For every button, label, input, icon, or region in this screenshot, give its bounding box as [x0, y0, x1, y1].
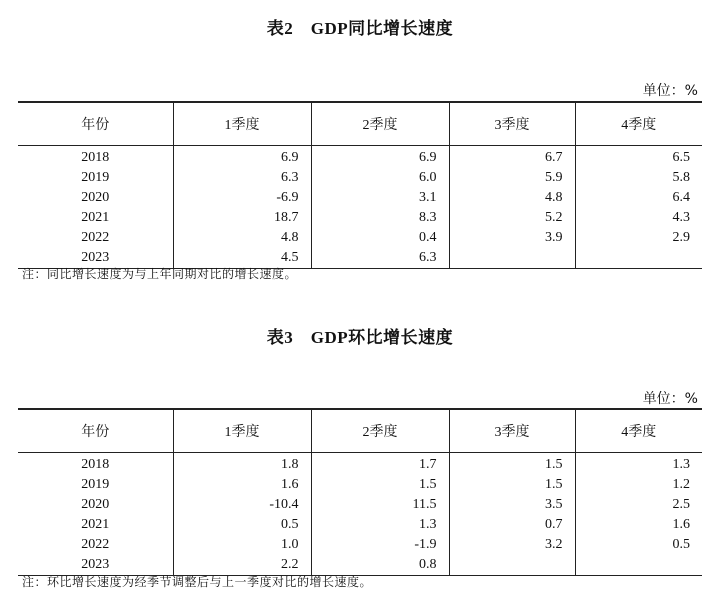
year-cell: 2019 [81, 477, 110, 492]
year-cell: 2022 [81, 537, 110, 552]
table3-note: 注：环比增长速度为经季节调整后与上一季度对比的增长速度。 [22, 575, 373, 589]
table-row [18, 475, 702, 495]
table3-header-row [18, 409, 702, 453]
header-q3: 3季度 [449, 409, 575, 453]
table2-note: 注：同比增长速度为与上年同期对比的增长速度。 [22, 267, 298, 281]
value-cell: 3.2 [449, 535, 575, 555]
value-cell: 6.3 [173, 168, 311, 188]
value-cell: 4.3 [575, 208, 702, 228]
value-cell: 0.4 [311, 228, 449, 248]
value-cell: 3.5 [449, 495, 575, 515]
value-cell: 1.7 [311, 453, 449, 476]
header-q1: 1季度 [173, 409, 311, 453]
table-row [18, 515, 702, 535]
value-cell: -10.4 [173, 495, 311, 515]
value-cell: 4.8 [173, 228, 311, 248]
value-cell: 0.5 [173, 515, 311, 535]
value-cell: 1.6 [173, 475, 311, 495]
year-cell: 2021 [81, 517, 110, 532]
value-cell [575, 555, 702, 576]
table2 [18, 101, 702, 269]
year-cell: 2019 [81, 170, 110, 185]
value-cell: 5.2 [449, 208, 575, 228]
value-cell: 6.0 [311, 168, 449, 188]
value-cell: 6.3 [311, 248, 449, 269]
table2-header-row [18, 102, 702, 146]
value-cell: 6.7 [449, 146, 575, 169]
value-cell: 1.0 [173, 535, 311, 555]
value-cell [449, 248, 575, 269]
value-cell: 18.7 [173, 208, 311, 228]
table3-unit: 单位：% [642, 391, 698, 407]
year-cell: 2023 [18, 555, 173, 576]
value-cell: 1.5 [449, 453, 575, 476]
table-row [18, 453, 702, 476]
year-cell: 2021 [81, 210, 110, 225]
value-cell: 4.8 [449, 188, 575, 208]
table2-title: 表2 GDP同比增长速度 [266, 19, 454, 38]
value-cell: 1.3 [311, 515, 449, 535]
year-cell: 2022 [81, 230, 110, 245]
value-cell: 4.5 [173, 248, 311, 269]
value-cell: 3.9 [449, 228, 575, 248]
value-cell: 6.9 [311, 146, 449, 169]
value-cell: 2.2 [173, 555, 311, 576]
value-cell: 1.3 [575, 453, 702, 476]
value-cell: -1.9 [311, 535, 449, 555]
value-cell: 11.5 [311, 495, 449, 515]
value-cell: -6.9 [173, 188, 311, 208]
header-q4: 4季度 [575, 409, 702, 453]
year-cell: 2020 [81, 497, 110, 512]
header-q2: 2季度 [311, 102, 449, 146]
value-cell: 2.9 [575, 228, 702, 248]
year-cell: 2018 [81, 457, 110, 472]
value-cell: 5.8 [575, 168, 702, 188]
table-row [18, 208, 702, 228]
value-cell: 1.6 [575, 515, 702, 535]
value-cell: 6.9 [173, 146, 311, 169]
table-row [18, 228, 702, 248]
value-cell: 3.1 [311, 188, 449, 208]
header-q4: 4季度 [575, 102, 702, 146]
header-year: 年份 [18, 102, 173, 146]
year-cell: 2018 [81, 150, 110, 165]
header-year: 年份 [18, 409, 173, 453]
table2-unit: 单位：% [642, 83, 698, 99]
value-cell: 1.5 [311, 475, 449, 495]
value-cell: 1.8 [173, 453, 311, 476]
value-cell: 5.9 [449, 168, 575, 188]
value-cell [449, 555, 575, 576]
value-cell: 1.5 [449, 475, 575, 495]
value-cell: 6.4 [575, 188, 702, 208]
table-row [18, 168, 702, 188]
value-cell: 1.2 [575, 475, 702, 495]
table3 [18, 408, 702, 576]
value-cell [575, 248, 702, 269]
table-row [18, 188, 702, 208]
table-row [18, 535, 702, 555]
year-cell: 2023 [18, 248, 173, 269]
header-q1: 1季度 [173, 102, 311, 146]
value-cell: 0.8 [311, 555, 449, 576]
table3-title: 表3 GDP环比增长速度 [266, 328, 454, 347]
value-cell: 0.7 [449, 515, 575, 535]
header-q2: 2季度 [311, 409, 449, 453]
value-cell: 0.5 [575, 535, 702, 555]
table-row [18, 146, 702, 169]
value-cell: 8.3 [311, 208, 449, 228]
value-cell: 2.5 [575, 495, 702, 515]
value-cell: 6.5 [575, 146, 702, 169]
table-row [18, 495, 702, 515]
year-cell: 2020 [81, 190, 110, 205]
header-q3: 3季度 [449, 102, 575, 146]
